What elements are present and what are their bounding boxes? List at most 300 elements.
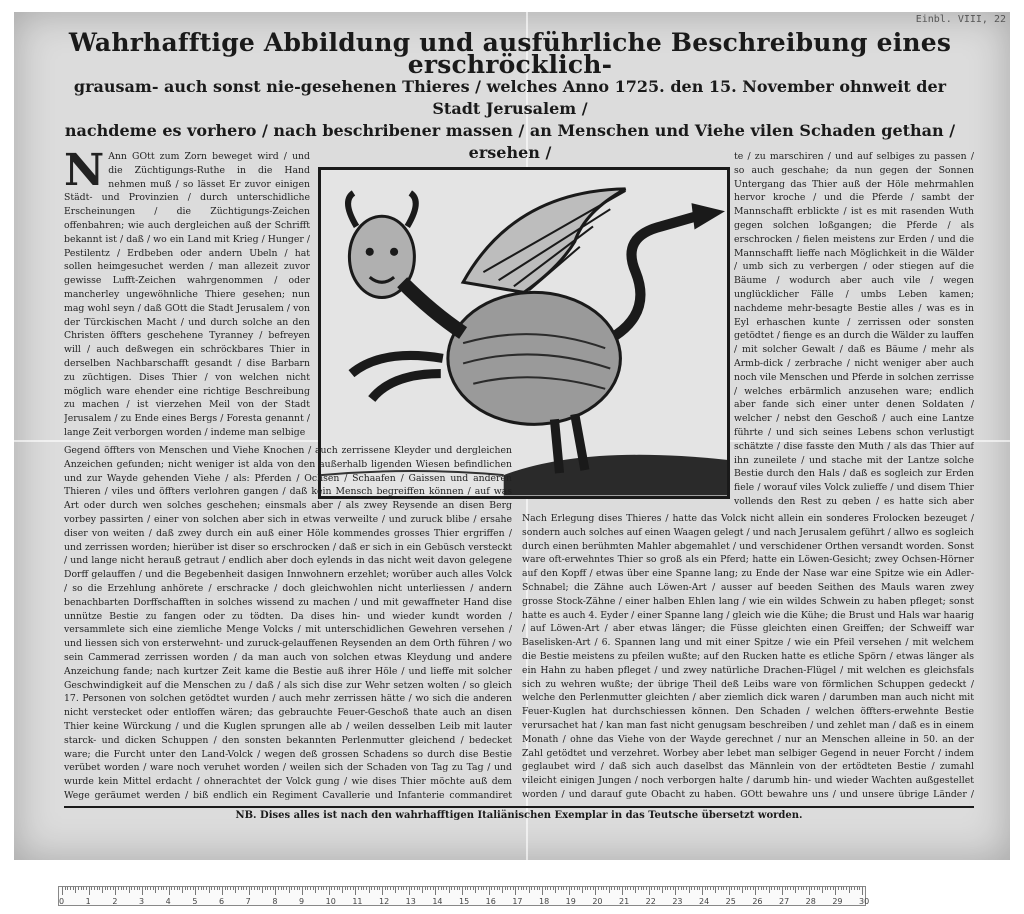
ruler-label: 20 [592, 897, 603, 906]
ruler-minor-tick [425, 887, 426, 890]
ruler-label: 24 [699, 897, 710, 906]
ruler-minor-tick [558, 887, 559, 890]
ruler-minor-tick [825, 887, 826, 890]
ruler-minor-tick [849, 887, 850, 893]
ruler-minor-tick [225, 887, 226, 890]
ruler-minor-tick [201, 887, 202, 890]
ruler-minor-tick [499, 887, 500, 890]
ruler-minor-tick [241, 887, 242, 890]
ruler-minor-tick [190, 887, 191, 890]
ruler-tick [809, 887, 810, 895]
text-column-left-top [64, 150, 310, 442]
ruler-minor-tick [121, 887, 122, 890]
ruler-minor-tick [403, 887, 404, 890]
ruler-minor-tick [745, 887, 746, 890]
ruler-minor-tick [163, 887, 164, 890]
ruler-label: 25 [725, 897, 736, 906]
ruler-minor-tick [859, 887, 860, 890]
ruler-minor-tick [590, 887, 591, 890]
ruler-minor-tick [758, 887, 759, 890]
ruler-minor-tick [105, 887, 106, 890]
ruler-minor-tick [491, 887, 492, 890]
ruler-tick [542, 887, 543, 895]
ruler-label: 8 [272, 897, 278, 906]
ruler-label: 29 [832, 897, 843, 906]
ruler-minor-tick [470, 887, 471, 890]
ruler-minor-tick [273, 887, 274, 890]
ruler-minor-tick [427, 887, 428, 890]
ruler-minor-tick [459, 887, 460, 890]
ruler-minor-tick [665, 887, 666, 890]
ruler-minor-tick [299, 887, 300, 890]
ruler-minor-tick [534, 887, 535, 890]
ruler-minor-tick [166, 887, 167, 890]
ruler-minor-tick [113, 887, 114, 890]
ruler-minor-tick [787, 887, 788, 890]
ruler-tick [435, 887, 436, 895]
ruler-minor-tick [833, 887, 834, 890]
ruler-minor-tick [198, 887, 199, 890]
ruler-minor-tick [779, 887, 780, 890]
ruler-minor-tick [75, 887, 76, 893]
ruler-tick [675, 887, 676, 895]
ruler-minor-tick [131, 887, 132, 890]
ruler-minor-tick [443, 887, 444, 890]
ruler-minor-tick [774, 887, 775, 890]
ruler-minor-tick [155, 887, 156, 893]
ruler-minor-tick [86, 887, 87, 890]
text-column-left-bottom: Gegend öffters von Menschen und Viehe Knochen / auch zerrissene Kleyder und dergleichen Anzeichen gefunden; nicht weniger ist alda von den außerhalb ligenden Wiesen befindlichen und zur Wayde gehenden Viehe / als: Pferden / Ochsen / Schaafen / Gaissen und anderen Thieren / viles und öffters verlohren gangen / daß kein Mensch begreiffen können / auf was Art oder durch wen solches geschehen; einsmals aber / als zwey Reysende an disen Berg vorbey passirten / einer von solchen aber sich in etwas verweilte / und zuruck blibe / ersahe diser von weiten / daß zwey durch ein auß einer Höle kommendes grosses Thier ergriffen / und zerrissen worden; hierüber ist diser so erschrocken / daß er sich in ein Gebüsch versteckt / und lange nicht herauß getraut / endlich aber doch eylends in das nicht weit davon gelegene Dorff gelauffen / und die Begebenheit dasigen Innwohnern erzehlet; worüber auch alles Volck / so die Erzehlung anhörete / erschracke / doch gleichwohlen nicht unterliessen / andern benachbarten Dorffschafften in solches wissend zu machen / und mit gewaffneter Hand dise unnütze Bestie zu fangen oder zu tödten. Da dises hin- und wieder kundt worden / versammlete sich eine ziemliche Menge Volcks / mit unterschidlichen Gewehren versehen / und liessen sich von ersterwehnt- und zuruck-gelauffenen Reysenden an dem Orth führen / wo sein Cammerad zerrissen worden / da man auch von solchen etwas Kleydung und andere Anzeichung fande; nach kurtzer Zeit kame die Bestie auß ihrer Höle / und lieffe mit solcher Geschwindigkeit auf die Menschen zu / daß / als sich dise zur Wehr setzen wolten / so gleich 17. Personen von solchen getödtet wurden / auch mehr zerrissen hätte / wo sich die anderen nicht verstecket oder entloffen wären; das gebrauchte Feuer-Geschoß thate auch an disen Thier keine Würckung / und die Kuglen sprungen alle ab / weilen desselben Leib mit lauter starck- und dicken Schuppen / den sonsten bekannten Perlenmutter gleichend / bedecket ware; die Furcht unter den Land-Volck / wegen deß grossen Schadens so durch dise Bestie verübet worden / ware noch veruhet worden / weilen sich der Schaden von Tag zu Tag / und wurde kein Mittel erdacht / ohnerachtet der Volck gung / wie dises Thier möchte auß dem Wege geräumet werden / biß endlich ein Regiment Cavallerie und Infanterie commandiret [64, 445, 512, 800]
ruler-minor-tick [646, 887, 647, 890]
ruler-minor-tick [291, 887, 292, 890]
ruler-minor-tick [657, 887, 658, 890]
ruler-label: 6 [219, 897, 225, 906]
ruler-minor-tick [697, 887, 698, 890]
ruler-minor-tick [430, 887, 431, 890]
ruler-minor-tick [777, 887, 778, 890]
ruler-minor-tick [478, 887, 479, 890]
ruler-minor-tick [283, 887, 284, 890]
ruler-minor-tick [387, 887, 388, 890]
ruler-minor-tick [67, 887, 68, 890]
ruler-minor-tick [494, 887, 495, 890]
ruler-tick [115, 887, 116, 895]
ruler-minor-tick [481, 887, 482, 890]
ruler-minor-tick [238, 887, 239, 890]
ruler-minor-tick [417, 887, 418, 890]
ruler-minor-tick [297, 887, 298, 890]
ruler-minor-tick [182, 887, 183, 893]
ruler-minor-tick [643, 887, 644, 890]
ruler-minor-tick [555, 887, 556, 893]
ruler-minor-tick [465, 887, 466, 890]
ruler-minor-tick [529, 887, 530, 893]
ruler-minor-tick [806, 887, 807, 890]
ruler-minor-tick [483, 887, 484, 890]
ruler-label: 3 [139, 897, 145, 906]
ruler-minor-tick [817, 887, 818, 890]
ruler-minor-tick [73, 887, 74, 890]
ruler-minor-tick [683, 887, 684, 890]
ruler-minor-tick [153, 887, 154, 890]
ruler-label: 23 [672, 897, 683, 906]
ruler-minor-tick [742, 887, 743, 893]
ruler-minor-tick [110, 887, 111, 890]
ruler-minor-tick [510, 887, 511, 890]
ruler-minor-tick [630, 887, 631, 890]
ruler-tick [782, 887, 783, 895]
ruler-label: 16 [485, 897, 496, 906]
ruler-minor-tick [723, 887, 724, 890]
ruler-minor-tick [670, 887, 671, 890]
ruler-tick [302, 887, 303, 895]
ruler-minor-tick [841, 887, 842, 890]
ruler-minor-tick [638, 887, 639, 890]
ruler-minor-tick [606, 887, 607, 890]
ruler-label: 9 [299, 897, 305, 906]
ruler-tick [62, 887, 63, 895]
ruler-label: 26 [752, 897, 763, 906]
ruler-minor-tick [563, 887, 564, 890]
ruler-minor-tick [193, 887, 194, 890]
ruler-minor-tick [739, 887, 740, 890]
ruler-minor-tick [139, 887, 140, 890]
ruler-minor-tick [539, 887, 540, 890]
ruler-minor-tick [174, 887, 175, 890]
title-line-1: Wahrhafftige Abbildung und ausführliche Beschreibung eines erschröcklich- [68, 28, 952, 79]
ruler-minor-tick [219, 887, 220, 890]
footnote-rule [64, 806, 974, 808]
ruler-minor-tick [822, 887, 823, 893]
archive-shelfmark: Einbl. VIII, 22 [915, 14, 1006, 25]
ruler-label: 0 [59, 897, 65, 906]
ruler-minor-tick [673, 887, 674, 890]
ruler-minor-tick [750, 887, 751, 890]
ruler-tick [195, 887, 196, 895]
ruler-minor-tick [337, 887, 338, 890]
ruler-minor-tick [753, 887, 754, 890]
ruler-minor-tick [379, 887, 380, 890]
ruler-minor-tick [177, 887, 178, 890]
ruler-minor-tick [118, 887, 119, 890]
ruler-minor-tick [334, 887, 335, 890]
ruler-minor-tick [411, 887, 412, 890]
ruler-minor-tick [441, 887, 442, 890]
ruler-minor-tick [70, 887, 71, 890]
ruler-minor-tick [486, 887, 487, 890]
ruler-minor-tick [766, 887, 767, 890]
ruler-tick [409, 887, 410, 895]
ruler-minor-tick [803, 887, 804, 890]
ruler-minor-tick [233, 887, 234, 890]
ruler-label: 28 [805, 897, 816, 906]
ruler-minor-tick [579, 887, 580, 890]
ruler-minor-tick [771, 887, 772, 890]
ruler-minor-tick [846, 887, 847, 890]
ruler-minor-tick [254, 887, 255, 890]
ruler-tick [462, 887, 463, 895]
ruler-minor-tick [171, 887, 172, 890]
ruler-minor-tick [718, 887, 719, 890]
ruler-minor-tick [281, 887, 282, 890]
ruler-label: 13 [405, 897, 416, 906]
ruler-minor-tick [422, 887, 423, 893]
ruler-minor-tick [214, 887, 215, 890]
measurement-ruler [58, 886, 870, 906]
ruler-minor-tick [694, 887, 695, 890]
ruler-label: 17 [512, 897, 523, 906]
ruler-label: 30 [859, 897, 870, 906]
ruler-minor-tick [625, 887, 626, 890]
ruler-tick [622, 887, 623, 895]
ruler-tick [835, 887, 836, 895]
ruler-minor-tick [99, 887, 100, 890]
ruler-label: 7 [245, 897, 251, 906]
ruler-minor-tick [187, 887, 188, 890]
ruler-tick [142, 887, 143, 895]
ruler-minor-tick [726, 887, 727, 890]
ruler-minor-tick [681, 887, 682, 890]
ruler-label: 22 [645, 897, 656, 906]
ruler-tick [169, 887, 170, 895]
ruler-minor-tick [689, 887, 690, 893]
ruler-tick [649, 887, 650, 895]
ruler-minor-tick [851, 887, 852, 890]
ruler-minor-tick [313, 887, 314, 890]
ruler-minor-tick [81, 887, 82, 890]
ruler-minor-tick [635, 887, 636, 893]
ruler-minor-tick [339, 887, 340, 890]
ruler-minor-tick [203, 887, 204, 890]
ruler-minor-tick [134, 887, 135, 890]
ruler-minor-tick [259, 887, 260, 890]
ruler-minor-tick [513, 887, 514, 890]
ruler-minor-tick [641, 887, 642, 890]
ruler-minor-tick [251, 887, 252, 890]
ruler-minor-tick [289, 887, 290, 893]
ruler-minor-tick [505, 887, 506, 890]
ruler-minor-tick [91, 887, 92, 890]
ruler-minor-tick [395, 887, 396, 893]
ruler-minor-tick [123, 887, 124, 890]
ruler-minor-tick [433, 887, 434, 890]
ruler-tick [702, 887, 703, 895]
ruler-minor-tick [227, 887, 228, 890]
ruler-minor-tick [571, 887, 572, 890]
ruler-minor-tick [374, 887, 375, 890]
ruler-minor-tick [305, 887, 306, 890]
ruler-minor-tick [662, 887, 663, 893]
ruler-minor-tick [790, 887, 791, 890]
ruler-minor-tick [185, 887, 186, 890]
ruler-minor-tick [150, 887, 151, 890]
ruler-minor-tick [243, 887, 244, 890]
ruler-minor-tick [593, 887, 594, 890]
ruler-minor-tick [678, 887, 679, 890]
ruler-minor-tick [585, 887, 586, 890]
ruler-minor-tick [611, 887, 612, 890]
ruler-minor-tick [795, 887, 796, 893]
ruler-minor-tick [721, 887, 722, 890]
ruler-minor-tick [353, 887, 354, 890]
ruler-minor-tick [342, 887, 343, 893]
ruler-label: 1 [85, 897, 91, 906]
ruler-minor-tick [497, 887, 498, 890]
ruler-minor-tick [345, 887, 346, 890]
ruler-minor-tick [331, 887, 332, 890]
ruler-minor-tick [363, 887, 364, 890]
ruler-minor-tick [107, 887, 108, 890]
ruler-tick [249, 887, 250, 895]
ruler-minor-tick [454, 887, 455, 890]
ruler-minor-tick [574, 887, 575, 890]
ruler-minor-tick [369, 887, 370, 893]
ruler-tick [89, 887, 90, 895]
ruler-minor-tick [401, 887, 402, 890]
ruler-minor-tick [601, 887, 602, 890]
ruler-minor-tick [561, 887, 562, 890]
ruler-minor-tick [323, 887, 324, 890]
ruler-minor-tick [294, 887, 295, 890]
ruler-minor-tick [769, 887, 770, 893]
ruler-minor-tick [587, 887, 588, 890]
ruler-minor-tick [94, 887, 95, 890]
ruler-minor-tick [438, 887, 439, 890]
ruler-minor-tick [147, 887, 148, 890]
ruler-minor-tick [521, 887, 522, 890]
ruler-tick [275, 887, 276, 895]
ruler-minor-tick [278, 887, 279, 890]
ruler-minor-tick [566, 887, 567, 890]
ruler-minor-tick [507, 887, 508, 890]
ruler-minor-tick [235, 887, 236, 893]
ruler-label: 21 [619, 897, 630, 906]
ruler-minor-tick [321, 887, 322, 890]
ruler-minor-tick [230, 887, 231, 890]
ruler-label: 27 [779, 897, 790, 906]
ruler-minor-tick [598, 887, 599, 890]
ruler-minor-tick [371, 887, 372, 890]
ruler-minor-tick [129, 887, 130, 893]
ruler-minor-tick [854, 887, 855, 890]
ruler-minor-tick [830, 887, 831, 890]
ruler-minor-tick [659, 887, 660, 890]
ruler-minor-tick [286, 887, 287, 890]
ruler-minor-tick [713, 887, 714, 890]
ruler-minor-tick [211, 887, 212, 890]
ruler-minor-tick [603, 887, 604, 890]
ruler-minor-tick [633, 887, 634, 890]
ruler-label: 14 [432, 897, 443, 906]
ruler-label: 4 [165, 897, 171, 906]
ruler-minor-tick [451, 887, 452, 890]
ruler-minor-tick [699, 887, 700, 890]
ruler-minor-tick [545, 887, 546, 890]
ruler-minor-tick [617, 887, 618, 890]
ruler-tick [489, 887, 490, 895]
ruler-minor-tick [827, 887, 828, 890]
ruler-minor-tick [715, 887, 716, 893]
ruler-label: 2 [112, 897, 118, 906]
ruler-minor-tick [158, 887, 159, 890]
ruler-tick [755, 887, 756, 895]
ruler-minor-tick [257, 887, 258, 890]
ruler-minor-tick [577, 887, 578, 890]
ruler-minor-tick [523, 887, 524, 890]
ruler-minor-tick [547, 887, 548, 890]
ruler-label: 19 [565, 897, 576, 906]
ruler-minor-tick [553, 887, 554, 890]
ruler-minor-tick [838, 887, 839, 890]
ruler-minor-tick [619, 887, 620, 890]
ruler-minor-tick [526, 887, 527, 890]
ruler-minor-tick [734, 887, 735, 890]
ruler-minor-tick [502, 887, 503, 893]
ruler-minor-tick [705, 887, 706, 890]
ruler-minor-tick [137, 887, 138, 890]
ruler-minor-tick [326, 887, 327, 890]
ruler-minor-tick [550, 887, 551, 890]
ruler-minor-tick [798, 887, 799, 890]
ruler-label: 12 [379, 897, 390, 906]
ruler-minor-tick [747, 887, 748, 890]
ruler-tick [569, 887, 570, 895]
ruler-minor-tick [217, 887, 218, 890]
ruler-minor-tick [318, 887, 319, 890]
ruler-tick [382, 887, 383, 895]
ruler-minor-tick [161, 887, 162, 890]
ruler-minor-tick [614, 887, 615, 890]
ruler-tick [862, 887, 863, 895]
ruler-tick [355, 887, 356, 895]
ruler-minor-tick [537, 887, 538, 890]
ruler-minor-tick [206, 887, 207, 890]
ruler-minor-tick [627, 887, 628, 890]
ruler-minor-tick [246, 887, 247, 890]
ruler-minor-tick [475, 887, 476, 893]
ruler-minor-tick [347, 887, 348, 890]
ruler-minor-tick [126, 887, 127, 890]
ruler-minor-tick [267, 887, 268, 890]
title-line-2: grausam- auch sonst nie-gesehenen Thieres / welches Anno 1725. den 15. November ohnweit der Stadt Jerusalem / [73, 77, 947, 118]
ruler-minor-tick [761, 887, 762, 890]
ruler-minor-tick [691, 887, 692, 890]
ruler-label: 10 [325, 897, 336, 906]
ruler-minor-tick [265, 887, 266, 890]
ruler-minor-tick [473, 887, 474, 890]
ruler-minor-tick [361, 887, 362, 890]
ruler-label: 15 [459, 897, 470, 906]
title-line-3: nachdeme es vorhero / nach beschribener massen / an Menschen und Viehe vilen Schaden gethan / ersehen / [64, 121, 956, 162]
text-column-right-bottom: Nach Erlegung dises Thieres / hatte das Volck nicht allein ein sonderes Frolocken bezeuget / sondern auch solches auf einen Waagen gelegt / und nach Jerusalem geführt / allwo es sogleich durch einen berühmten Mahler abgemahlet / und verschidener Orthen versandt worden. Sonst ware oft-erwehntes Thier so groß als ein Pferd; hatte ein Löwen-Gesicht; zwey Ochsen-Hörner auf den Kopff / etwas über eine Spanne lang; zu Ende der Nase war eine Spitze wie ein Adler-Schnabel; die Zähne auch Löwen-Art / ausser auf beeden Seithen des Mauls waren zwey grosse Stock-Zähne / einer halben Ehlen lang / wie ein wildes Schwein zu haben pfleget; sonst hatte es auch 4. Eyder / einer Spanne lang / gleich wie die Kühe; die Brust und Hals war haarig / auf Löwen-Art / aber etwas länger; die Füsse gleichten einen Greiffen; der Schweiff war Baselisken-Art / 6. Spannen lang und mit einer Spitze / wie ein Pfeil versehen / mit welchem die Bestie meistens zu pfeilen wußte; auf den Rucken hatte es etliche Spörn / etwas länger als ein Hahn zu haben pfleget / und zwey natürliche Drachen-Flügel / mit welchen es gleichsfals sich zu wehren wußte; der übrige Theil deß Leibs ware von förmlichen Schuppen gedeckt / welche den Perlenmutter gleichten / aber ziemlich dick waren / darumben man auch nicht mit Feuer-Kuglen hat durchschiessen können. Den Schaden / welchen öffters-erwehnte Bestie verursachet hat / kan man fast nicht genugsam beschreiben / und zehlet man / daß es in einem Monath / ohne das Viehe von der Wayde gerechnet / nur an Menschen alleine in 50. an der Zahl getödtet und verzehret. Worbey aber lebet man selbiger Gegend in neuer Forcht / indem geglaubet wird / daß sich auch daselbst das Männlein von der ertödteten Bestie / zumahl vileicht einigen Jungen / noch verborgen halte / darumb hin- und wieder Wachten außgestellet worden / und darauf gute Obacht zu haben. GOtt bewahre uns / und unsere übrige Länder / [522, 513, 974, 800]
ruler-minor-tick [145, 887, 146, 890]
ruler-label: 5 [192, 897, 198, 906]
ruler-minor-tick [262, 887, 263, 893]
ruler-minor-tick [377, 887, 378, 890]
ruler-minor-tick [449, 887, 450, 893]
ruler-minor-tick [814, 887, 815, 890]
drop-cap: N [64, 150, 105, 196]
ruler-minor-tick [385, 887, 386, 890]
ruler-tick [222, 887, 223, 895]
ruler-minor-tick [654, 887, 655, 890]
ruler-minor-tick [785, 887, 786, 890]
ruler-minor-tick [414, 887, 415, 890]
ruler-minor-tick [270, 887, 271, 890]
ruler-minor-tick [811, 887, 812, 890]
ruler-minor-tick [83, 887, 84, 890]
ruler-minor-tick [398, 887, 399, 890]
